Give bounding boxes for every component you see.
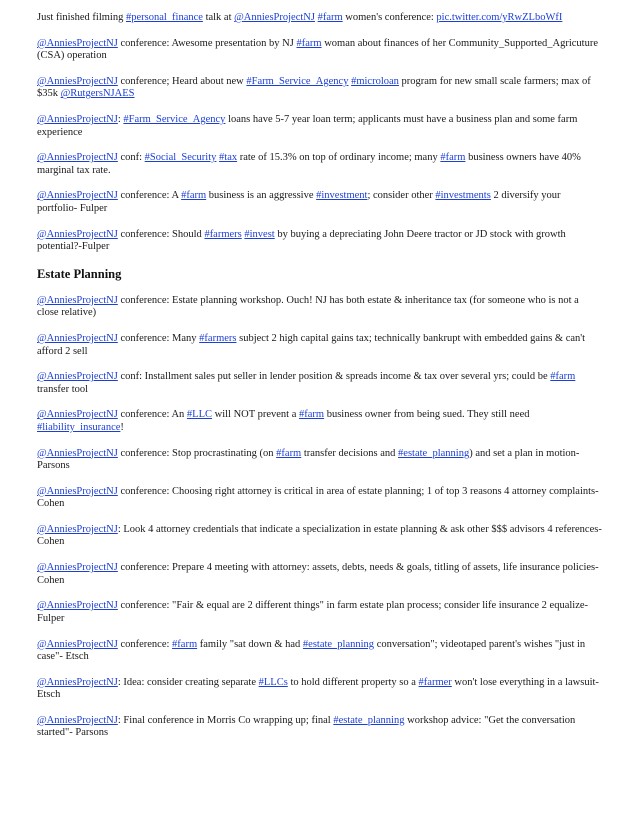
tweet-entry: [37, 715, 602, 740]
tweet-text: : Look 4 attorney credentials that indicate a specialization in estate planning & ask other $$$ advisors 4 references-Cohen: [37, 523, 602, 548]
tweet-entry: [37, 639, 602, 664]
mention-link[interactable]: @AnniesProjectNJ: [37, 333, 118, 344]
mention-link[interactable]: @AnniesProjectNJ: [37, 638, 118, 650]
hashtag-link[interactable]: #Farm_Service_Agency: [123, 114, 226, 126]
tweet-text: loans have 5-7 year loan term; applicants must have a business plan and some farm experience: [37, 114, 578, 138]
tweet-text: conference: An: [117, 409, 187, 421]
tweet-text: transfer decisions and: [301, 447, 399, 459]
tweet-entry: [37, 190, 602, 215]
mention-link[interactable]: @RutgersNJAES: [60, 88, 135, 100]
hashtag-link[interactable]: #microloan: [351, 75, 399, 87]
tweet-text: conference: Awesome presentation by NJ: [117, 37, 297, 49]
hashtag-link[interactable]: #farmers: [204, 228, 242, 240]
mention-link[interactable]: @AnniesProjectNJ: [37, 714, 118, 726]
mention-link[interactable]: @AnniesProjectNJ: [37, 409, 118, 421]
tweet-text: business owner from being sued. They still need: [324, 409, 530, 421]
tweet-text: conversation"; videotaped parent's wishes "just in case"- Etsch: [37, 638, 586, 662]
tweet-text: workshop advice: "Get the conversation started"- Parsons: [37, 714, 576, 739]
tweet-list: [37, 12, 602, 740]
mention-link[interactable]: @AnniesProjectNJ: [37, 485, 118, 497]
tweet-entry: [37, 562, 602, 587]
hashtag-link[interactable]: #estate_planning: [302, 638, 375, 650]
tweet-text: conference: Prepare 4 meeting with attorney: assets, debts, needs & goals, titling of assets, life insurance policies-Cohen: [37, 562, 599, 586]
hashtag-link[interactable]: #tax: [219, 152, 238, 164]
tweet-text: women's conference:: [342, 12, 437, 23]
tweet-text: rate of 15.3% on top of ordinary income; many: [237, 152, 441, 164]
hashtag-link[interactable]: #farm: [317, 12, 343, 23]
tweet-text: conf:: [117, 152, 145, 164]
tweet-entry: [37, 229, 602, 254]
hashtag-link[interactable]: #farmers: [199, 333, 237, 344]
mention-link[interactable]: @AnniesProjectNJ: [37, 676, 118, 688]
hashtag-link[interactable]: #investment: [316, 190, 368, 202]
hashtag-link[interactable]: #farm: [296, 37, 322, 49]
mention-link[interactable]: @AnniesProjectNJ: [37, 447, 118, 459]
hashtag-link[interactable]: #LLCs: [258, 676, 288, 688]
tweet-text: : Idea: consider creating separate: [117, 676, 259, 688]
mention-link[interactable]: @AnniesProjectNJ: [234, 12, 315, 23]
tweet-text: conference: Choosing right attorney is critical in area of estate planning; 1 of top 3 reasons 4 attorney complaints-Cohen: [37, 485, 599, 510]
mention-link[interactable]: @AnniesProjectNJ: [37, 562, 118, 574]
hashtag-link[interactable]: #farm: [276, 447, 302, 459]
tweet-entry: [37, 333, 602, 358]
tweet-text: will NOT prevent a: [212, 409, 300, 421]
tweet-text: subject 2 high capital gains tax; technically bankrupt with embedded gains & can't afford 2 sell: [37, 333, 586, 357]
hashtag-link[interactable]: #Social_Security: [144, 152, 217, 164]
tweet-text: talk at: [202, 12, 235, 23]
tweet-text: conference; Heard about new: [117, 75, 247, 87]
tweet-text: conference: Many: [117, 333, 200, 344]
mention-link[interactable]: @AnniesProjectNJ: [37, 37, 118, 49]
tweet-text: !: [120, 421, 124, 433]
tweet-text: ) and set a plan in motion-Parsons: [37, 447, 580, 472]
tweet-text: conf: Installment sales put seller in lender position & spreads income & tax over several yrs; could be: [117, 371, 551, 383]
tweet-text: conference:: [117, 638, 173, 650]
tweet-text: conference: Stop procrastinating (on: [117, 447, 277, 459]
tweet-entry: [37, 12, 602, 25]
mention-link[interactable]: @AnniesProjectNJ: [37, 75, 118, 87]
tweet-text: by buying a depreciating John Deere tractor or JD stock with growth potential?-Fulper: [37, 228, 566, 253]
tweet-entry: [37, 448, 602, 473]
tweet-entry: [37, 677, 602, 702]
hashtag-link[interactable]: #investments: [435, 190, 491, 202]
hashtag-link[interactable]: #estate_planning: [333, 714, 405, 726]
tweet-text: program for new small scale farmers; max of $35k: [37, 75, 591, 100]
hashtag-link[interactable]: #invest: [244, 228, 275, 240]
tweet-text: conference: "Fair & equal are 2 different things" in farm estate plan process; consider life insurance 2 equalize-Fulper: [37, 600, 589, 624]
tweet-entry: [37, 76, 602, 101]
tweet-text: conference: Should: [117, 228, 205, 240]
mention-link[interactable]: @AnniesProjectNJ: [37, 294, 118, 306]
tweet-text: won't lose everything in a lawsuit-Etsch: [37, 676, 599, 701]
tweet-text: business is an aggressive: [206, 190, 317, 202]
hashtag-link[interactable]: #farm: [440, 152, 466, 164]
mention-link[interactable]: @AnniesProjectNJ: [37, 190, 118, 202]
tweet-entry: [37, 524, 602, 549]
mention-link[interactable]: @AnniesProjectNJ: [37, 523, 118, 535]
mention-link[interactable]: @AnniesProjectNJ: [37, 228, 118, 240]
tweet-entry: [37, 600, 602, 625]
tweet-entry: [37, 409, 602, 434]
tweet-text: conference: A: [117, 190, 182, 202]
hashtag-link[interactable]: #LLC: [186, 409, 213, 421]
tweet-text: :: [117, 114, 124, 126]
tweet-entry: [37, 486, 602, 511]
tweet-text: : Final conference in Morris Co wrapping up; final: [117, 714, 334, 726]
tweet-text: business owners have 40% marginal tax rate.: [37, 152, 581, 176]
hashtag-link[interactable]: #farm: [181, 190, 207, 202]
hashtag-link[interactable]: #personal_finance: [125, 12, 203, 23]
tweet-entry: [37, 295, 602, 320]
tweet-text: conference: Estate planning workshop. Ouch! NJ has both estate & inheritance tax (for someone who is not a close relative): [37, 294, 579, 319]
hashtag-link[interactable]: #Farm_Service_Agency: [246, 75, 349, 87]
tweet-text: woman about finances of her Community_Supported_Agricuture (CSA) operation: [37, 37, 599, 62]
mention-link[interactable]: @AnniesProjectNJ: [37, 114, 118, 126]
tweet-text: ; consider other: [367, 190, 436, 202]
tweet-text: to hold different property so a: [287, 676, 419, 688]
tweet-entry: [37, 371, 602, 396]
hashtag-link[interactable]: #estate_planning: [398, 447, 470, 459]
section-heading: Estate Planning: [37, 266, 122, 281]
tweet-text: transfer tool: [37, 383, 89, 395]
mention-link[interactable]: @AnniesProjectNJ: [37, 152, 118, 164]
tweet-text: Just finished filming: [37, 12, 126, 23]
image-link[interactable]: pic.twitter.com/yRwZLboWfI: [436, 12, 563, 23]
tweet-entry: [37, 38, 602, 63]
hashtag-link[interactable]: #farm: [172, 638, 198, 650]
hashtag-link[interactable]: #farm: [550, 371, 576, 383]
tweet-text: family "sat down & had: [197, 638, 303, 650]
hashtag-link[interactable]: #liability_insurance: [37, 421, 121, 433]
tweet-text: 2 diversify your portfolio- Fulper: [37, 190, 561, 214]
tweet-entry: [37, 152, 602, 177]
mention-link[interactable]: @AnniesProjectNJ: [37, 600, 118, 612]
tweet-entry: [37, 114, 602, 139]
mention-link[interactable]: @AnniesProjectNJ: [37, 371, 118, 383]
hashtag-link[interactable]: #farm: [299, 409, 325, 421]
hashtag-link[interactable]: #farmer: [418, 676, 452, 688]
